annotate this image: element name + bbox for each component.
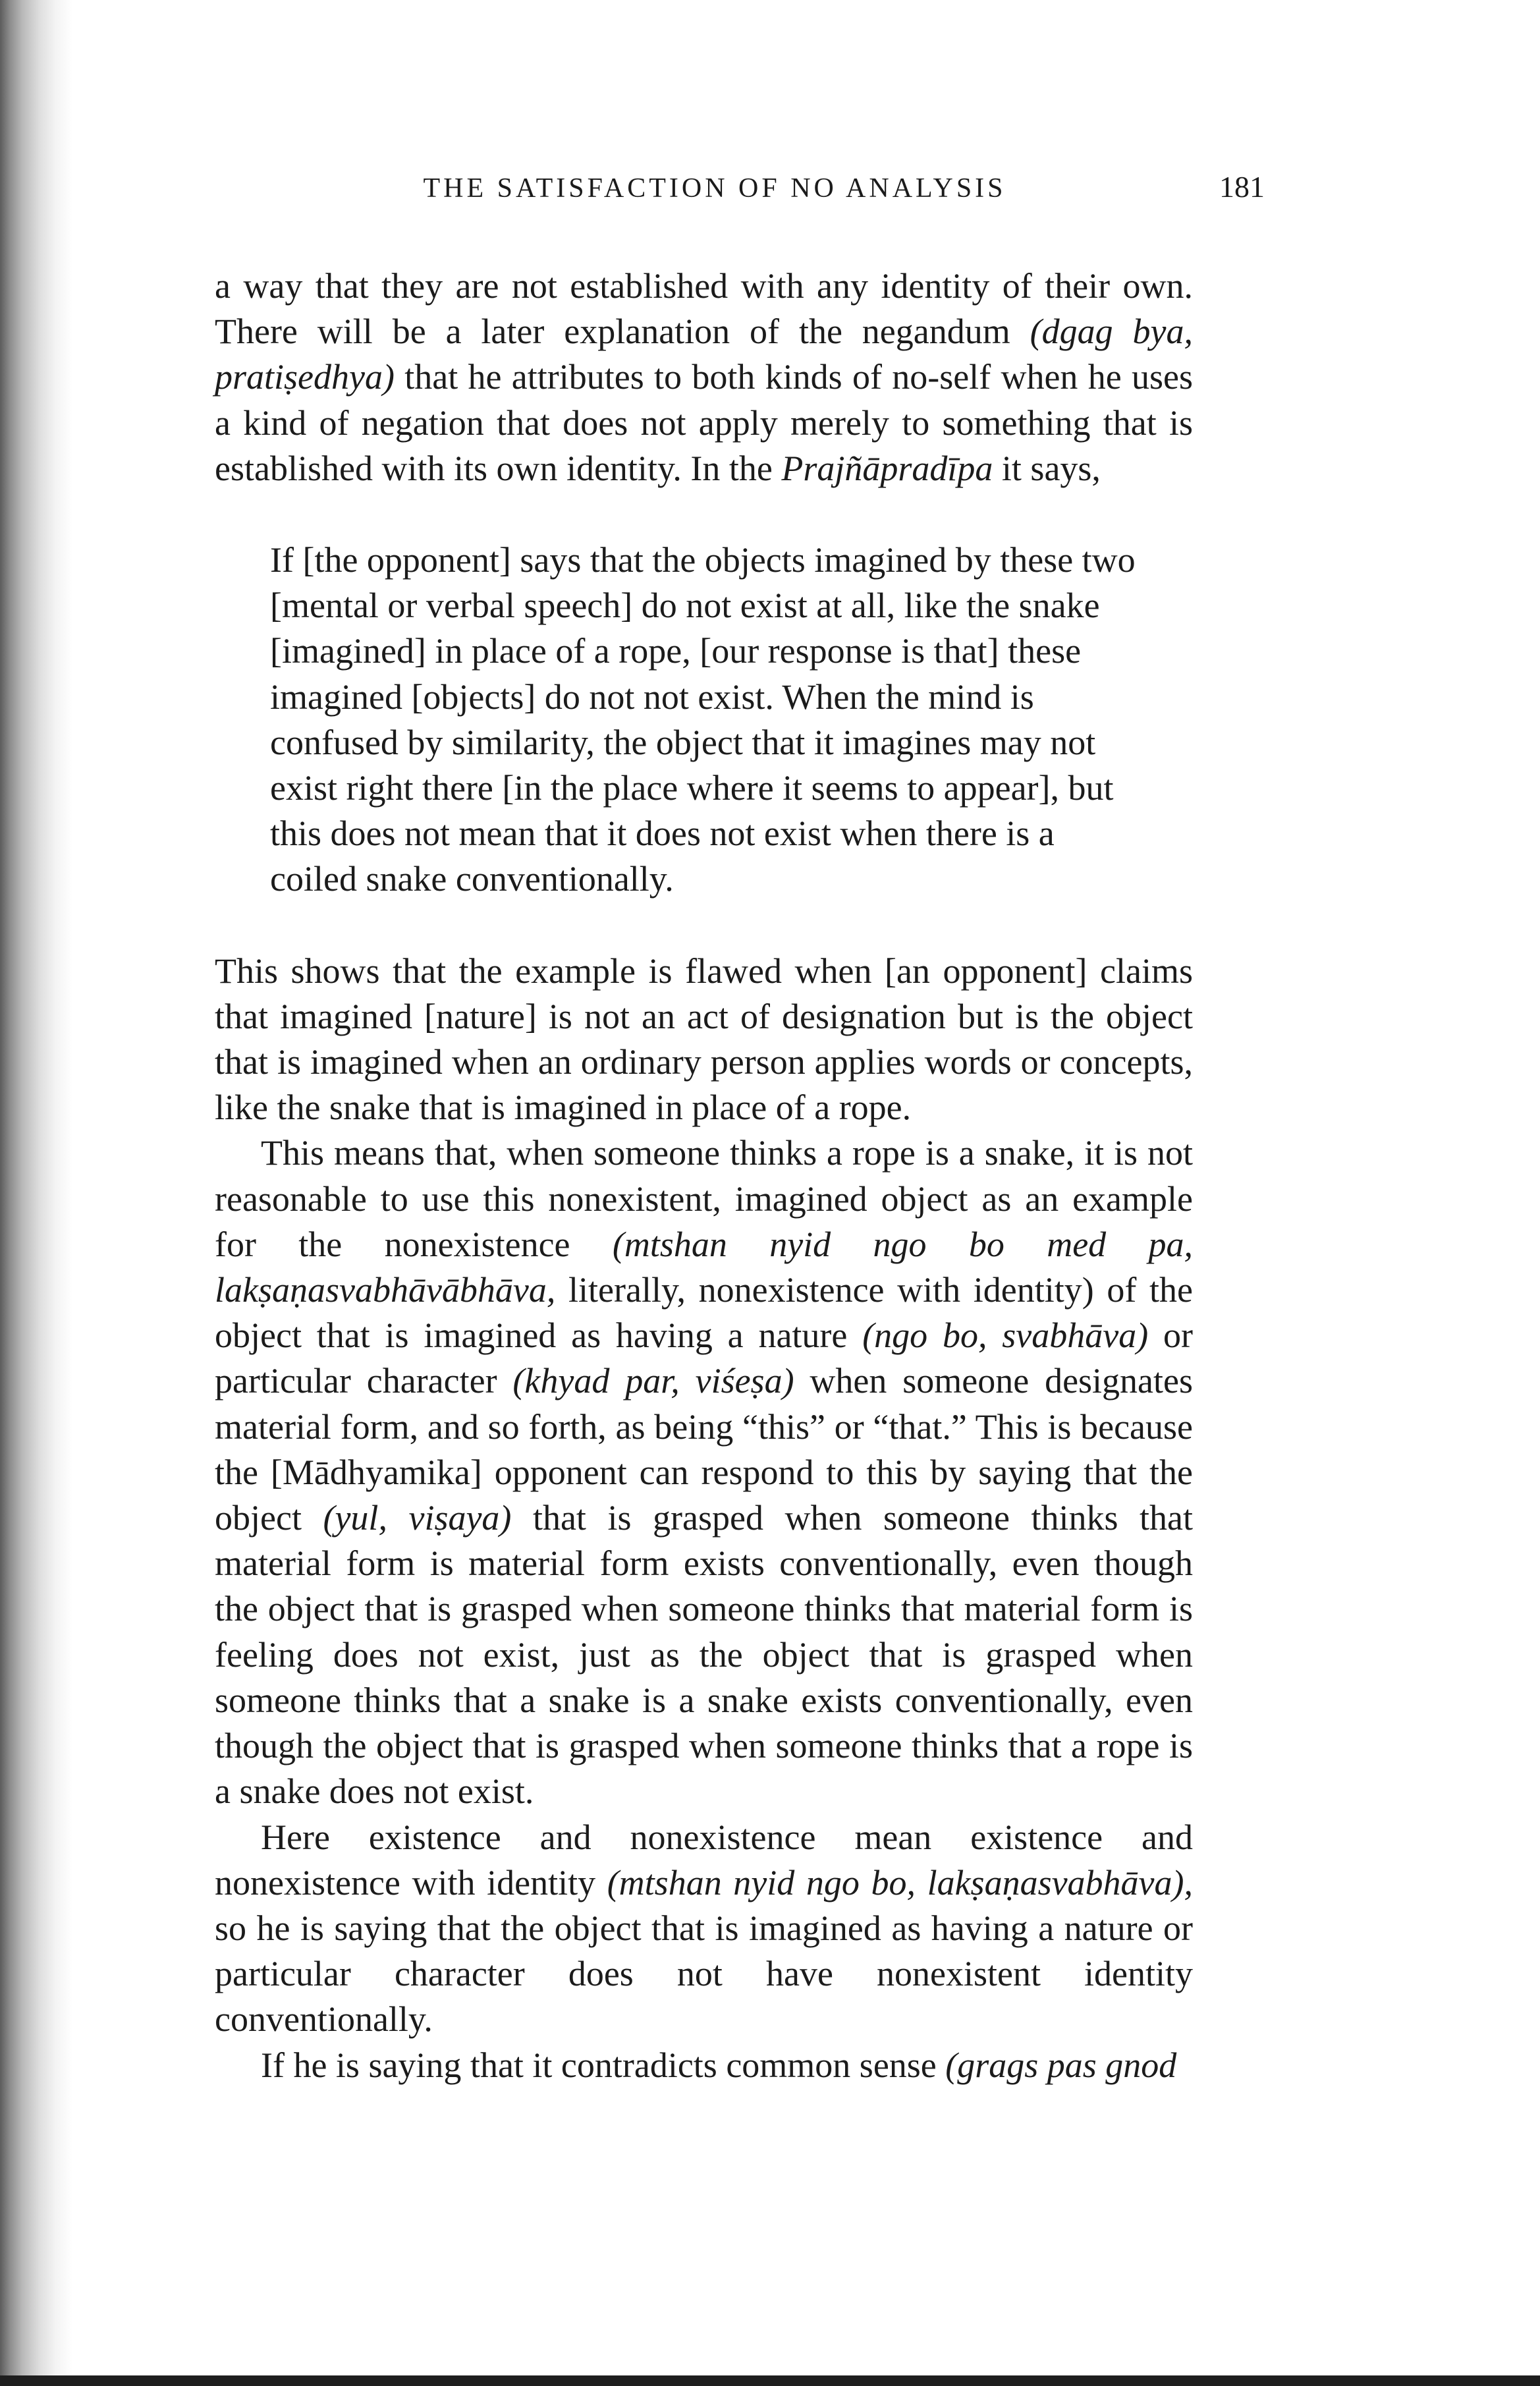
binding-gutter-shadow [0, 0, 72, 2386]
paragraph-4-text-b: so he is saying that the object that is imagined as having a nature or particular character does not have nonexistent identity conventionally. [215, 1908, 1193, 2039]
paragraph-3-term-object: (yul, viṣaya) [323, 1498, 512, 1538]
paragraph-5-term-common-sense: (grags pas gnod [945, 2045, 1177, 2085]
paragraph-2: This shows that the example is flawed when [an opponent] claims that imagined [nature] is not an act of designation but is the object that is imagined when an ordinary person applies words or concepts, like the snake that is imagined in place of a rope. [215, 951, 1193, 1128]
paragraph-3-text-d: when someone designates material form, and so forth, as being “this” or “that.” This is because the [Mādhyamika] opponent can respond to this by saying that the object [215, 1361, 1194, 1538]
page-body [215, 264, 1193, 2088]
page-number: 181 [1219, 170, 1265, 204]
paragraph-3-term-nonexistence: (mtshan nyid ngo bo med pa, lakṣaṇasvabhāvābhāva, [215, 1224, 1194, 1310]
paragraph-4-term-identity: (mtshan nyid ngo bo, lakṣaṇasvabhāva), [607, 1862, 1194, 1902]
paragraph-1-text-b: that he attributes to both kinds of no-self when he uses a kind of negation that does not apply merely to something that is established with its own identity. In the [215, 357, 1193, 488]
paragraph-3-term-nature: (ngo bo, svabhāva) [862, 1316, 1149, 1356]
paragraph-1-term-negandum: (dgag bya, pratiṣedhya) [215, 312, 1194, 397]
paragraph-3-text-a: This means that, when someone thinks a rope is a snake, it is not reasonable to use this nonexistent, imagined object as an example for the nonexistence [215, 1133, 1193, 1264]
paragraph-4 [215, 1815, 1193, 2043]
running-head: THE SATISFACTION OF NO ANALYSIS [423, 173, 1006, 204]
paragraph-3-text-c: or particular character [215, 1316, 1194, 1401]
paragraph-4-text-a: Here existence and nonexistence mean existence and nonexistence with identity [215, 1817, 1193, 1902]
block-quote: If [the opponent] says that the objects imagined by these two [mental or verbal speech] do not exist at all, like the snake [imagined] in place of a rope, [our response is that] these imagined [objects] do not not exist. When the mind is confused by similarity, the object that it imagines may not exist right there [in the place where it seems to appear], but this does not mean that it does not exist when there is a coiled snake conventionally. [270, 540, 1136, 899]
paragraph-1 [215, 264, 1193, 491]
paragraph-1-text-c: it says, [993, 448, 1101, 488]
paragraph-1-title-prajnapradipa: Prajñāpradīpa [781, 448, 993, 488]
paragraph-3-term-character: (khyad par, viśeṣa) [512, 1361, 794, 1401]
scan-bottom-edge [0, 2375, 1540, 2386]
paragraph-3-text-e: that is grasped when someone thinks that material form is material form exists conventionally, even though the object that is grasped when someone thinks that material form is feeling does not exist, just as the object that is grasped when someone thinks that a snake is a snake exists conventionally, even though the object that is grasped when someone thinks that a rope is a snake does not exist. [215, 1498, 1194, 1812]
paragraph-1-text-a: a way that they are not established with any identity of their own. There will be a later explanation of the negandum [215, 266, 1193, 352]
paragraph-3 [215, 1130, 1193, 1814]
paragraph-3-text-b: literally, nonexistence with identity) of the object that is imagined as having a nature [215, 1270, 1193, 1356]
paragraph-5 [215, 2043, 1193, 2088]
paragraph-5-text-a: If he is saying that it contradicts common sense [261, 2045, 946, 2085]
